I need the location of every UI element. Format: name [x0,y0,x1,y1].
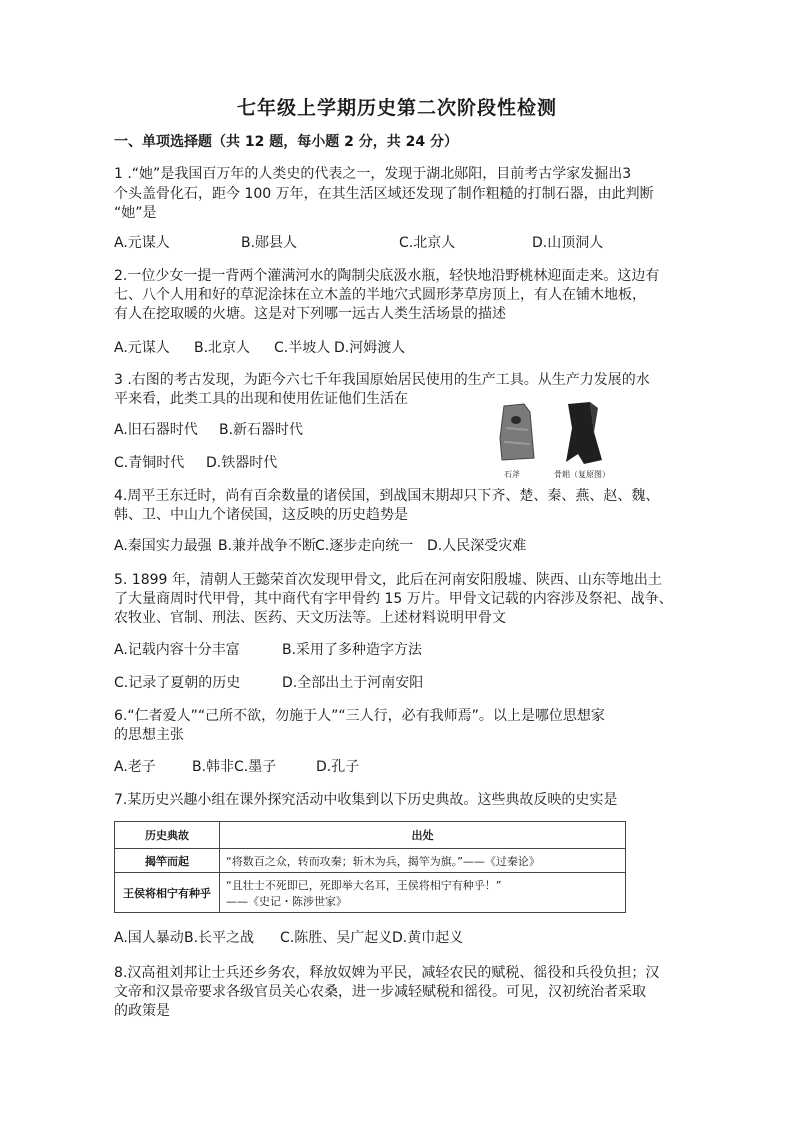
q4-option-c[interactable]: C.逐步走向统一 [315,538,414,554]
q2-option-a[interactable]: A.元谋人 [114,340,170,356]
q7-line-1: 7.某历史兴趣小组在课外探究活动中收集到以下历史典故。这些典故反映的史实是 [114,792,618,808]
q1-line-2: 个头盖骨化石，距今 100 万年，在其生活区域还发现了制作粗糙的打制石器，由此判断 [114,186,654,202]
q5-option-b[interactable]: B.采用了多种造字方法 [282,642,423,658]
table-header-source: 出处 [220,822,626,849]
table-row [115,849,626,873]
q4-option-d[interactable]: D.人民深受灾难 [427,538,527,554]
q5-options-row-1 [114,640,422,660]
q2-options [114,338,405,358]
q6-line-1: 6.“仁者爱人”“己所不欲，勿施于人”“三人行，必有我师焉”。以上是哪位思想家 [114,708,605,724]
q1-options [114,233,603,253]
q5-line-3: 农牧业、官制、刑法、医药、天文历法等。上述材料说明甲骨文 [114,610,506,626]
q7-option-a[interactable]: A.国人暴动 [114,930,184,946]
q5-line-1: 5. 1899 年，清朝人王懿荣首次发现甲骨文，此后在河南安阳殷墟、陕西、山东等地出土 [114,572,662,588]
table-header-allusion: 历史典故 [115,822,220,849]
q8-line-3: 的政策是 [114,1003,170,1019]
q8-line-1: 8.汉高祖刘邦让士兵还乡务农，释放奴婢为平民，减轻农民的赋税、徭役和兵役负担；汉 [114,965,660,981]
stone-axe-caption: 石斧 [504,470,520,479]
table-cell-allusion: 王侯将相宁有种乎 [115,873,220,913]
q2-option-b[interactable]: B.北京人 [194,340,251,356]
q1-line-1: 1 .“她”是我国百万年的人类史的代表之一，发现于湖北郧阳，目前考古学家发掘出3 [114,166,632,182]
bone-spade-caption: 骨耜（复原图） [554,470,610,479]
q3-line-1: 3 .右图的考古发现，为距今六七千年我国原始居民使用的生产工具。从生产力发展的水 [114,372,650,388]
page-title: 七年级上学期历史第二次阶段性检测 [236,97,557,119]
q7-options [114,928,463,948]
q4-line-2: 韩、卫、中山九个诸侯国，这反映的历史趋势是 [114,507,408,523]
q2-line-1: 2.一位少女一提一背两个灌满河水的陶制尖底汲水瓶，轻快地沿野桃林迎面走来。这边有 [114,268,660,284]
q1-option-a[interactable]: A.元谋人 [114,235,170,251]
q3-option-a[interactable]: A.旧石器时代 [114,422,198,438]
source-quote: “且壮士不死即已，死即举大名耳，王侯将相宁有种乎！” [226,878,502,892]
q4-option-a[interactable]: A.秦国实力最强 [114,538,212,554]
q6-option-c[interactable]: C.墨子 [234,759,277,775]
archaeology-figure [494,398,622,482]
q4-option-b[interactable]: B.兼并战争不断 [218,538,317,554]
q5-options-row-2 [114,673,423,693]
q5-option-d[interactable]: D.全部出土于河南安阳 [282,675,424,691]
q8-line-2: 文帝和汉景帝要求各级官员关心农桑，进一步减轻赋税和徭役。可见，汉初统治者采取 [114,984,646,1000]
q3-line-2: 平来看，此类工具的出现和使用佐证他们生活在 [114,391,408,407]
source-citation: ——《史记・陈涉世家》 [226,894,347,908]
table-cell-allusion: 揭竿而起 [115,849,220,873]
q6-options [114,757,359,777]
q6-option-d[interactable]: D.孔子 [316,759,360,775]
q2-option-c[interactable]: C.半坡人 [274,340,331,356]
q3-option-d[interactable]: D.铁器时代 [206,455,278,471]
q6-option-b[interactable]: B.韩非 [192,759,235,775]
q2-line-2: 七、八个人用和好的草泥涂抹在立木盖的半地穴式圆形茅草房顶上，有人在铺木地板， [114,287,646,303]
q1-option-d[interactable]: D.山顶洞人 [532,235,604,251]
q4-line-1: 4.周平王东迁时，尚有百余数量的诸侯国，到战国末期却只下齐、楚、秦、燕、赵、魏、 [114,488,660,504]
table-cell-source [220,873,626,913]
q4-options [114,536,526,556]
q3-options-row-1 [114,420,303,440]
q1-option-b[interactable]: B.郧县人 [241,235,298,251]
q5-line-2: 了大量商周时代甲骨，其中商代有字甲骨约 15 万片。甲骨文记载的内容涉及祭祀、战争、 [114,591,673,607]
q2-option-d[interactable]: D.河姆渡人 [334,340,406,356]
q5-option-a[interactable]: A.记载内容十分丰富 [114,642,240,658]
table-cell-source: “将数百之众，转而攻秦；斩木为兵，揭竿为旗。”——《过秦论》 [220,849,626,873]
section-heading: 一、单项选择题（共 12 题，每小题 2 分，共 24 分） [114,134,458,150]
q2-line-3: 有人在挖取暖的火塘。这是对下列哪一远古人类生活场景的描述 [114,306,506,322]
q1-line-3: “她”是 [114,205,157,221]
table-row [115,873,626,913]
q7-option-c[interactable]: C.陈胜、吴广起义 [280,930,393,946]
q6-option-a[interactable]: A.老子 [114,759,156,775]
q3-option-c[interactable]: C.青铜时代 [114,455,185,471]
allusion-table [114,821,626,913]
stone-axe-and-bone-spade-image [494,398,622,482]
q6-line-2: 的思想主张 [114,727,184,743]
q3-options-row-2 [114,453,277,473]
q3-option-b[interactable]: B.新石器时代 [219,422,304,438]
q7-option-b[interactable]: B.长平之战 [184,930,255,946]
q5-option-c[interactable]: C.记录了夏朝的历史 [114,675,241,691]
table-header-row [115,822,626,849]
q7-option-d[interactable]: D.黄巾起义 [392,930,464,946]
q1-option-c[interactable]: C.北京人 [399,235,456,251]
